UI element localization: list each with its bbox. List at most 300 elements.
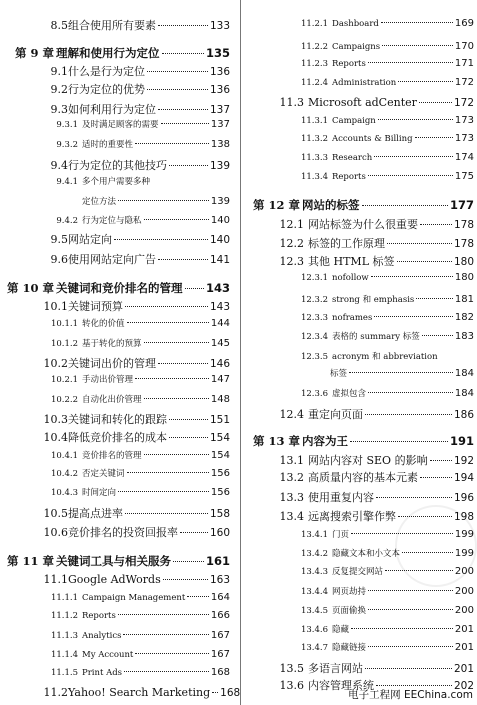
- toc-entry: [294, 152, 474, 163]
- entry-title: 多语言网站: [308, 662, 363, 675]
- entry-page-number: 200: [454, 586, 474, 597]
- toc-entry: [294, 623, 474, 635]
- entry-page-number: 182: [454, 312, 474, 323]
- entry-page-number: 184: [454, 388, 474, 399]
- entry-page-number: 186: [453, 409, 474, 421]
- entry-number: 10.2.1: [50, 375, 78, 385]
- entry-page-number: 173: [454, 133, 474, 144]
- entry-number: 8.5: [50, 19, 68, 32]
- toc-entry: [294, 330, 474, 342]
- toc-entry: [44, 610, 230, 621]
- entry-page-number: 138: [210, 139, 230, 150]
- entry-title: Reports: [82, 611, 116, 621]
- entry-title: 网页劫持: [332, 587, 367, 597]
- dot-leader: [135, 653, 209, 654]
- entry-title: 标签: [330, 369, 348, 379]
- entry-title: 网站定向: [68, 233, 112, 246]
- entry-number: 12.3: [279, 255, 304, 268]
- entry-page-number: 178: [453, 238, 474, 250]
- toc-entry: [26, 298, 230, 314]
- entry-page-number: 180: [454, 272, 474, 283]
- toc-entry: [4, 553, 230, 569]
- toc-entry: [26, 429, 230, 445]
- toc-entry: [44, 337, 230, 349]
- entry-title: 关键词和竞价排名的管理: [56, 281, 183, 295]
- entry-page-number: 194: [453, 472, 474, 484]
- dot-leader: [368, 646, 453, 647]
- entry-page-number: 154: [209, 432, 230, 444]
- entry-page-number: 141: [209, 254, 230, 266]
- entry-title: 及时满足顾客的需要: [82, 120, 159, 130]
- dot-leader: [158, 363, 208, 364]
- dot-leader: [144, 398, 209, 399]
- entry-page-number: 146: [209, 358, 230, 370]
- entry-number: 13.2: [279, 471, 304, 484]
- toc-entry: [26, 101, 230, 117]
- entry-number: 12.3.3: [300, 313, 328, 323]
- toc-entry: [294, 272, 474, 283]
- toc-entry: [248, 433, 474, 449]
- toc-entry: [294, 77, 474, 88]
- entry-title: strong 和 emphasis: [332, 295, 415, 305]
- entry-number: 9.4.1: [56, 177, 78, 187]
- entry-number: 11.1.4: [50, 650, 78, 660]
- dot-leader: [169, 165, 208, 166]
- entry-title: Reports: [332, 172, 366, 182]
- dot-leader: [114, 239, 208, 240]
- entry-title: 使用重复内容: [308, 491, 374, 504]
- entry-title: 关键词和转化的跟踪: [68, 413, 167, 426]
- entry-page-number: 202: [453, 680, 474, 692]
- dot-leader: [376, 497, 452, 498]
- entry-number: 10.4.1: [50, 451, 78, 461]
- toc-entry: [294, 387, 474, 399]
- entry-number: 9.1: [50, 65, 68, 78]
- entry-number: 11.2.4: [300, 78, 328, 88]
- entry-page-number: 143: [205, 281, 230, 295]
- toc-entry: [26, 81, 230, 97]
- toc-right-column: [244, 0, 477, 705]
- entry-page-number: 180: [453, 256, 474, 268]
- entry-title: Analytics: [82, 631, 122, 641]
- entry-title: 组合使用所有要素: [68, 19, 156, 32]
- dot-leader: [371, 276, 453, 277]
- entry-title: Print Ads: [82, 668, 123, 678]
- toc-entry: [294, 350, 474, 362]
- entry-title: Reports: [332, 59, 366, 69]
- entry-title: Campaign Management: [82, 593, 186, 603]
- toc-entry: [44, 467, 230, 479]
- toc-entry: [26, 505, 230, 521]
- entry-number: 9.3.2: [56, 140, 78, 150]
- dot-leader: [420, 477, 452, 478]
- entry-number: 10.4.3: [50, 488, 78, 498]
- entry-title: 手动出价管理: [82, 375, 134, 385]
- dot-leader: [187, 596, 209, 597]
- entry-title: 自动化出价管理: [82, 395, 142, 405]
- dot-leader: [125, 306, 208, 307]
- dot-leader: [118, 491, 209, 492]
- entry-title: 隐藏链接: [332, 643, 367, 653]
- entry-page-number: 201: [453, 663, 474, 675]
- entry-number: 11.1.2: [50, 611, 78, 621]
- entry-number: 13.5: [279, 662, 304, 675]
- entry-number: 9.2: [50, 83, 68, 96]
- entry-title: 行为定位的其他技巧: [68, 159, 167, 172]
- toc-entry: [266, 469, 474, 485]
- dot-leader: [144, 219, 209, 220]
- dot-leader: [378, 119, 453, 120]
- entry-page-number: 201: [454, 642, 474, 653]
- faint-stamp-mark: [395, 505, 477, 587]
- toc-entry: [44, 373, 230, 385]
- entry-page-number: 200: [454, 566, 474, 577]
- dot-leader: [374, 316, 453, 317]
- entry-page-number: 164: [210, 592, 230, 603]
- entry-title: 降低竞价排名的成本: [68, 431, 167, 444]
- toc-entry: [330, 367, 474, 379]
- entry-number: 12.3.6: [300, 389, 328, 399]
- dot-leader: [127, 472, 209, 473]
- dot-leader: [368, 590, 453, 591]
- toc-entry: [294, 41, 474, 52]
- toc-entry: [294, 293, 474, 305]
- entry-title: Dashboard: [332, 19, 379, 29]
- dot-leader: [376, 685, 452, 686]
- toc-entry: [266, 660, 474, 676]
- entry-page-number: 199: [454, 548, 474, 559]
- entry-page-number: 148: [210, 394, 230, 405]
- entry-page-number: 137: [209, 104, 230, 116]
- entry-page-number: 170: [454, 41, 474, 52]
- dot-leader: [118, 614, 209, 615]
- entry-title: 其他 HTML 标签: [308, 255, 395, 268]
- entry-number: 12.3.2: [300, 295, 328, 305]
- entry-number: 第 13 章: [252, 434, 300, 448]
- toc-entry: [266, 253, 474, 269]
- entry-number: 10.1: [43, 300, 68, 313]
- entry-number: 13.4: [279, 510, 304, 523]
- entry-title: 定位方法: [82, 197, 117, 207]
- entry-number: 10.2: [43, 357, 68, 370]
- entry-title: Campaigns: [332, 42, 381, 52]
- dot-leader: [416, 298, 453, 299]
- dot-leader: [368, 62, 453, 63]
- toc-entry: [266, 406, 474, 422]
- dot-leader: [123, 634, 208, 635]
- entry-number: 12.4: [279, 408, 304, 421]
- dot-leader: [161, 123, 209, 124]
- entry-title: 竞价排名的投资回报率: [68, 526, 178, 539]
- entry-page-number: 133: [209, 20, 230, 32]
- dot-leader: [362, 205, 448, 206]
- entry-number: 11.1.5: [50, 668, 78, 678]
- entry-number: 12.3.1: [300, 273, 328, 283]
- toc-entry: [294, 18, 474, 29]
- entry-page-number: 139: [210, 196, 230, 207]
- entry-title: 时间定向: [82, 488, 117, 498]
- dot-leader: [351, 628, 453, 629]
- toc-entry: [44, 630, 230, 641]
- dot-leader: [381, 22, 453, 23]
- entry-page-number: 167: [210, 649, 230, 660]
- entry-number: 13.3: [279, 491, 304, 504]
- toc-entry: [44, 592, 230, 603]
- toc-entry: [44, 486, 230, 498]
- entry-title: 隐藏: [332, 625, 350, 635]
- entry-number: 11.3.2: [300, 134, 328, 144]
- dot-leader: [147, 89, 208, 90]
- toc-entry: [26, 17, 230, 33]
- entry-number: 11.3.3: [300, 153, 328, 163]
- entry-title: Accounts & Billing: [332, 134, 413, 144]
- entry-page-number: 154: [210, 450, 230, 461]
- entry-page-number: 140: [210, 215, 230, 226]
- entry-page-number: 172: [454, 77, 474, 88]
- toc-entry: [26, 411, 230, 427]
- entry-title: 网站内容对 SEO 的影响: [308, 454, 428, 467]
- toc-entry: [44, 138, 230, 150]
- entry-page-number: 174: [454, 152, 474, 163]
- entry-title: acronym 和 abbreviation: [332, 352, 438, 362]
- entry-title: My Account: [82, 650, 134, 660]
- dot-leader: [430, 460, 452, 461]
- entry-title: 关键词工具与相关服务: [56, 554, 171, 568]
- toc-entry: [294, 115, 474, 126]
- entry-page-number: 171: [454, 58, 474, 69]
- entry-number: 10.5: [43, 507, 68, 520]
- entry-title: 内容为王: [302, 434, 348, 448]
- toc-entry: [266, 235, 474, 251]
- entry-page-number: 173: [454, 115, 474, 126]
- toc-entry: [82, 195, 230, 207]
- entry-number: 11.3: [279, 96, 304, 109]
- entry-title: Administration: [332, 78, 397, 88]
- entry-number: 第 12 章: [252, 198, 300, 212]
- toc-entry: [44, 649, 230, 660]
- dot-leader: [415, 137, 453, 138]
- entry-page-number: 163: [209, 574, 230, 586]
- toc-entry: [294, 133, 474, 144]
- dot-leader: [162, 53, 204, 54]
- toc-entry: [248, 197, 474, 213]
- entry-page-number: 139: [209, 160, 230, 172]
- entry-number: 9.5: [50, 233, 68, 246]
- entry-number: 11.1: [43, 573, 68, 586]
- dot-leader: [124, 671, 209, 672]
- entry-page-number: 136: [209, 84, 230, 96]
- entry-title: 网站标签为什么很重要: [308, 218, 418, 231]
- entry-page-number: 158: [209, 508, 230, 520]
- entry-page-number: 135: [205, 46, 230, 60]
- entry-page-number: 191: [449, 434, 474, 448]
- entry-number: 11.2.2: [300, 42, 328, 52]
- entry-number: 11.3.1: [300, 116, 328, 126]
- dot-leader: [422, 335, 453, 336]
- entry-title: 表格的 summary 标签: [332, 332, 420, 342]
- entry-page-number: 136: [209, 66, 230, 78]
- entry-number: 13.6: [279, 679, 304, 692]
- dot-leader: [350, 441, 448, 442]
- toc-entry: [26, 524, 230, 540]
- entry-title: 理解和使用行为定位: [56, 46, 160, 60]
- entry-page-number: 166: [210, 610, 230, 621]
- entry-page-number: 140: [209, 234, 230, 246]
- dot-leader: [158, 259, 208, 260]
- toc-entry: [26, 63, 230, 79]
- entry-number: 10.1.2: [50, 339, 78, 349]
- toc-entry: [44, 214, 230, 226]
- toc-entry: [26, 157, 230, 173]
- toc-entry: [44, 175, 230, 187]
- entry-page-number: 160: [209, 527, 230, 539]
- dot-leader: [127, 322, 209, 323]
- entry-number: 13.4.3: [300, 567, 328, 577]
- toc-entry: [266, 96, 474, 109]
- entry-page-number: 151: [209, 414, 230, 426]
- entry-title: 内容管理系统: [308, 679, 374, 692]
- entry-number: 12.3.4: [300, 332, 328, 342]
- entry-page-number: 183: [454, 331, 474, 342]
- entry-page-number: 201: [454, 624, 474, 635]
- toc-entry: [44, 317, 230, 329]
- dot-leader: [387, 243, 452, 244]
- entry-page-number: 198: [453, 511, 474, 523]
- entry-title: 关键词出价的管理: [68, 357, 156, 370]
- entry-number: 13.4.4: [300, 587, 328, 597]
- entry-page-number: 168: [210, 667, 230, 678]
- dot-leader: [180, 532, 208, 533]
- entry-title: 重定向页面: [308, 408, 363, 421]
- dot-leader: [185, 288, 204, 289]
- column-divider: [240, 0, 241, 705]
- dot-leader: [158, 25, 208, 26]
- dot-leader: [173, 561, 204, 562]
- entry-number: 10.6: [43, 526, 68, 539]
- toc-entry: [44, 118, 230, 130]
- entry-title: 否定关键词: [82, 469, 125, 479]
- entry-number: 10.3: [43, 413, 68, 426]
- entry-title: 高质量内容的基本元素: [308, 471, 418, 484]
- entry-title: 远离搜索引擎作弊: [308, 510, 396, 523]
- dot-leader: [349, 372, 453, 373]
- entry-page-number: 161: [205, 554, 230, 568]
- dot-leader: [147, 71, 208, 72]
- entry-page-number: 156: [210, 468, 230, 479]
- dot-leader: [368, 609, 453, 610]
- dot-leader: [397, 261, 452, 262]
- entry-number: 13.4.1: [300, 530, 328, 540]
- entry-page-number: 169: [454, 18, 474, 29]
- toc-entry: [266, 489, 474, 505]
- dot-leader: [420, 224, 452, 225]
- entry-number: 12.1: [279, 218, 304, 231]
- dot-leader: [135, 378, 209, 379]
- entry-number: 10.4.2: [50, 469, 78, 479]
- entry-title: 什么是行为定位: [68, 65, 145, 78]
- toc-entry: [294, 585, 474, 597]
- entry-page-number: 196: [453, 492, 474, 504]
- entry-number: 13.4.7: [300, 643, 328, 653]
- entry-number: 11.1.3: [50, 631, 78, 641]
- entry-page-number: 156: [210, 487, 230, 498]
- entry-page-number: 168: [220, 687, 241, 699]
- toc-entry: [26, 231, 230, 247]
- entry-title: 虚拟包含: [332, 389, 367, 399]
- dot-leader: [144, 454, 209, 455]
- entry-number: 10.4: [43, 431, 68, 444]
- dot-leader: [365, 414, 452, 415]
- dot-leader: [398, 81, 453, 82]
- toc-entry: [4, 280, 230, 296]
- entry-title: 网站的标签: [302, 198, 360, 212]
- entry-number: 13.4.5: [300, 606, 328, 616]
- entry-title: nofollow: [332, 273, 369, 283]
- entry-page-number: 137: [210, 119, 230, 130]
- entry-title: Campaign: [332, 116, 376, 126]
- dot-leader: [212, 692, 218, 693]
- entry-title: 反复提交网站: [332, 567, 384, 577]
- dot-leader: [419, 102, 452, 103]
- toc-entry: [294, 312, 474, 323]
- entry-number: 9.6: [50, 253, 68, 266]
- dot-leader: [374, 156, 453, 157]
- entry-title: 行为定位的优势: [68, 83, 145, 96]
- watermark-text: 电子工程网 EEChina.com: [348, 689, 473, 701]
- dot-leader: [158, 109, 208, 110]
- toc-entry: [26, 686, 241, 699]
- entry-page-number: 199: [454, 529, 474, 540]
- toc-entry: [294, 641, 474, 653]
- dot-leader: [368, 175, 453, 176]
- toc-entry: [44, 393, 230, 405]
- entry-number: 10.1.1: [50, 319, 78, 329]
- toc-entry: [26, 355, 230, 371]
- entry-title: 基于转化的预算: [82, 339, 142, 349]
- toc-entry: [4, 45, 230, 61]
- entry-page-number: 172: [453, 97, 474, 109]
- entry-title: 门页: [332, 530, 350, 540]
- toc-entry: [294, 604, 474, 616]
- entry-title: 多个用户需要多种: [82, 177, 151, 187]
- toc-entry: [294, 58, 474, 69]
- entry-title: 页面偷换: [332, 606, 367, 616]
- toc-entry: [44, 449, 230, 461]
- entry-number: 9.4: [50, 159, 68, 172]
- toc-entry: [26, 251, 230, 267]
- toc-entry: [44, 667, 230, 678]
- entry-title: 使用网站定向广告: [68, 253, 156, 266]
- entry-number: 9.3: [50, 103, 68, 116]
- entry-number: 11.3.4: [300, 172, 328, 182]
- entry-number: 第 10 章: [6, 281, 54, 295]
- entry-number: 12.3.5: [300, 352, 328, 362]
- dot-leader: [368, 392, 453, 393]
- entry-page-number: 178: [453, 219, 474, 231]
- entry-title: Research: [332, 153, 373, 163]
- entry-title: Microsoft adCenter: [308, 96, 417, 109]
- entry-title: 关键词预算: [68, 300, 123, 313]
- entry-page-number: 192: [453, 455, 474, 467]
- entry-number: 11.2.1: [300, 19, 328, 29]
- entry-page-number: 147: [210, 374, 230, 385]
- entry-title: noframes: [332, 313, 373, 323]
- entry-page-number: 145: [210, 338, 230, 349]
- entry-page-number: 143: [209, 301, 230, 313]
- dot-leader: [135, 143, 209, 144]
- toc-entry: [294, 171, 474, 182]
- entry-number: 10.2.2: [50, 395, 78, 405]
